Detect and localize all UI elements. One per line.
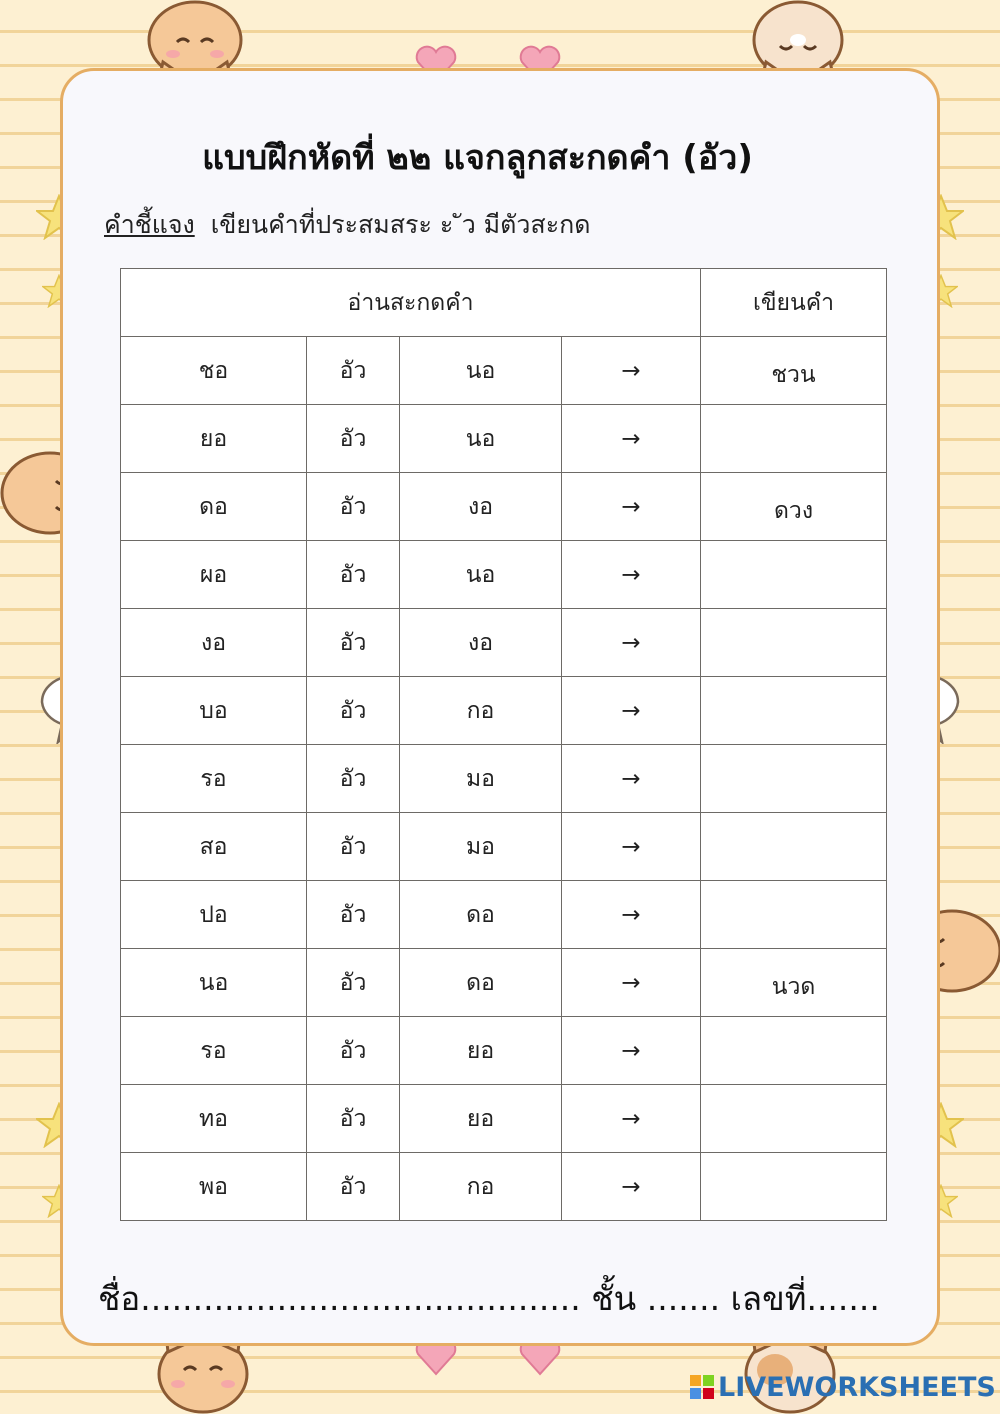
initial-consonant: บอ [121, 677, 307, 745]
answer-cell[interactable] [701, 677, 887, 745]
table-row [121, 745, 887, 813]
arrow-icon: → [562, 949, 701, 1017]
initial-consonant: นอ [121, 949, 307, 1017]
arrow-icon: → [562, 1153, 701, 1221]
table-row [121, 473, 887, 541]
final-consonant: ดอ [400, 949, 562, 1017]
final-consonant: ดอ [400, 881, 562, 949]
initial-consonant: งอ [121, 609, 307, 677]
table-row [121, 541, 887, 609]
answer-cell[interactable] [701, 609, 887, 677]
arrow-icon: → [562, 541, 701, 609]
arrow-icon: → [562, 1017, 701, 1085]
vowel: อัว [307, 677, 400, 745]
vowel: อัว [307, 609, 400, 677]
instruction-label: คำชี้แจง [104, 210, 195, 239]
initial-consonant: รอ [121, 1017, 307, 1085]
table-row [121, 813, 887, 881]
final-consonant: ยอ [400, 1017, 562, 1085]
arrow-icon: → [562, 881, 701, 949]
initial-consonant: ผอ [121, 541, 307, 609]
answer-cell[interactable] [701, 541, 887, 609]
answer-cell[interactable] [701, 1085, 887, 1153]
initial-consonant: รอ [121, 745, 307, 813]
vowel: อัว [307, 473, 400, 541]
vowel: อัว [307, 881, 400, 949]
answer-cell[interactable] [701, 745, 887, 813]
vowel: อัว [307, 1085, 400, 1153]
spelling-table [120, 268, 887, 1221]
vowel: อัว [307, 541, 400, 609]
initial-consonant: พอ [121, 1153, 307, 1221]
final-consonant: มอ [400, 745, 562, 813]
final-consonant: งอ [400, 609, 562, 677]
table-header-row [121, 269, 887, 337]
vowel: อัว [307, 1153, 400, 1221]
instruction-text: เขียนคำที่ประสมสระ ะ ัว มีตัวสะกด [210, 210, 591, 239]
table-row [121, 609, 887, 677]
vowel: อัว [307, 813, 400, 881]
initial-consonant: ดอ [121, 473, 307, 541]
final-consonant: มอ [400, 813, 562, 881]
final-consonant: ยอ [400, 1085, 562, 1153]
initial-consonant: ทอ [121, 1085, 307, 1153]
answer-cell[interactable] [701, 1017, 887, 1085]
initial-consonant: ชอ [121, 337, 307, 405]
table-row [121, 677, 887, 745]
final-consonant: นอ [400, 541, 562, 609]
table-row [121, 881, 887, 949]
vowel: อัว [307, 337, 400, 405]
answer-cell[interactable]: ดวง [701, 473, 887, 541]
initial-consonant: สอ [121, 813, 307, 881]
answer-cell[interactable]: ชวน [701, 337, 887, 405]
arrow-icon: → [562, 609, 701, 677]
final-consonant: นอ [400, 405, 562, 473]
arrow-icon: → [562, 473, 701, 541]
arrow-icon: → [562, 813, 701, 881]
student-info-line[interactable]: ชื่อ.......................................... ชั้น ....... เลขที่....... [98, 1279, 880, 1318]
header-write: เขียนคำ [701, 269, 887, 337]
arrow-icon: → [562, 337, 701, 405]
example-row [121, 337, 887, 405]
instruction [104, 205, 591, 245]
answer-cell[interactable]: นวด [701, 949, 887, 1017]
answer-cell[interactable] [701, 405, 887, 473]
brand-text: LIVEWORKSHEETS [718, 1372, 996, 1403]
table-row [121, 1017, 887, 1085]
liveworksheets-brand [690, 1372, 996, 1403]
arrow-icon: → [562, 1085, 701, 1153]
arrow-icon: → [562, 405, 701, 473]
final-consonant: งอ [400, 473, 562, 541]
initial-consonant: ยอ [121, 405, 307, 473]
final-consonant: กอ [400, 1153, 562, 1221]
vowel: อัว [307, 1017, 400, 1085]
answer-cell[interactable] [701, 813, 887, 881]
vowel: อัว [307, 949, 400, 1017]
arrow-icon: → [562, 677, 701, 745]
header-read: อ่านสะกดคำ [121, 269, 701, 337]
page-title: แบบฝึกหัดที่ ๒๒ แจกลูกสะกดคำ (อัว) [202, 138, 753, 178]
final-consonant: นอ [400, 337, 562, 405]
table-row [121, 949, 887, 1017]
table-row [121, 1153, 887, 1221]
table-row [121, 405, 887, 473]
table-row [121, 1085, 887, 1153]
vowel: อัว [307, 745, 400, 813]
answer-cell[interactable] [701, 881, 887, 949]
liveworksheets-logo-icon [690, 1375, 714, 1399]
arrow-icon: → [562, 745, 701, 813]
answer-cell[interactable] [701, 1153, 887, 1221]
initial-consonant: ปอ [121, 881, 307, 949]
vowel: อัว [307, 405, 400, 473]
final-consonant: กอ [400, 677, 562, 745]
